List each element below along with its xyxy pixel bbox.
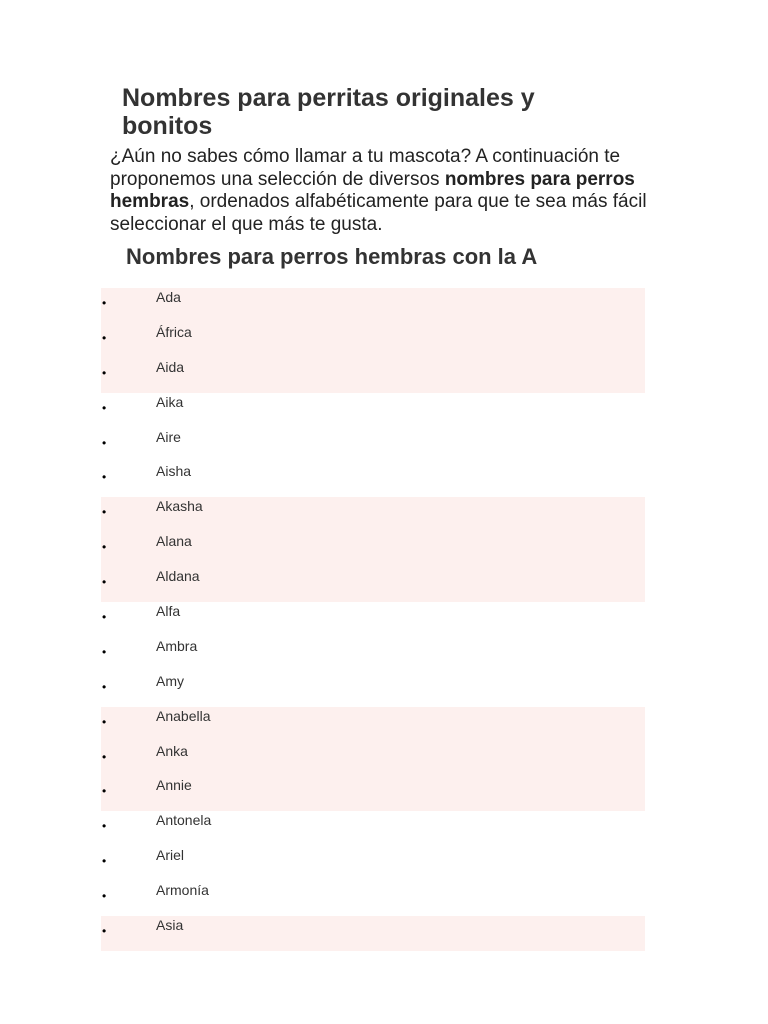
bullet-icon: • [102,854,107,869]
list-item [101,916,645,951]
list-item-label: Ada [156,289,181,305]
bullet-icon: • [102,749,107,764]
list-item [101,881,645,916]
list-item [101,358,645,393]
bullet-icon: • [102,505,107,520]
list-item [101,637,645,672]
page-title: Nombres para perritas originales y bonitos [122,84,535,140]
bullet-icon: • [102,435,107,450]
name-list [101,288,645,951]
list-item-label: Akasha [156,498,203,515]
bullet-icon: • [102,296,107,310]
section-heading: Nombres para perros hembras con la A [126,244,538,269]
list-item [101,462,645,497]
list-item-label: Ariel [156,847,185,864]
list-item-label: Aire [156,428,181,445]
bullet-icon: • [102,714,107,729]
list-item-label: Aika [156,393,184,410]
list-item [101,672,645,707]
list-item [101,776,645,811]
list-item-label: Armonía [156,882,209,899]
list-item-label: Antonela [156,812,212,829]
list-item [101,846,645,881]
list-item-label: Ambra [156,637,198,654]
intro-bold-text: nombres para perros hembras [110,168,635,212]
list-item [101,393,645,428]
list-item [101,707,645,742]
bullet-icon: • [102,365,107,380]
list-item [101,323,645,358]
list-item [101,811,645,846]
bullet-icon: • [102,610,107,625]
list-item-label: África [156,323,192,340]
list-item [101,567,645,602]
intro-text-end: , ordenados alfabéticamente para que te sea más fácil seleccionar el que más te gusta. [110,191,647,235]
bullet-icon: • [102,330,107,345]
list-item-label: Alana [156,533,192,550]
list-item-label: Annie [156,777,192,794]
bullet-icon: • [102,679,107,694]
bullet-icon: • [102,644,107,659]
bullet-icon: • [102,540,107,555]
intro-paragraph [110,146,655,236]
list-item [101,602,645,637]
bullet-icon: • [102,784,107,799]
list-item [101,428,645,463]
list-item [101,742,645,777]
list-item-label: Amy [156,672,184,689]
list-item-label: Anabella [156,707,211,724]
bullet-icon: • [102,924,107,939]
list-item-label: Alfa [156,603,181,620]
list-item-label: Aisha [156,463,192,480]
list-item [101,288,645,323]
list-item [101,532,645,567]
bullet-icon: • [102,575,107,590]
bullet-icon: • [102,400,107,415]
list-item-label: Aldana [156,568,200,585]
bullet-icon: • [102,819,107,834]
bullet-icon: • [102,470,107,485]
list-item-label: Aida [156,358,185,375]
intro-text-start: ¿Aún no sabes cómo llamar a tu mascota? A continuación te proponemos una selección de diversos [110,146,621,190]
list-item-label: Asia [156,917,184,934]
list-item-label: Anka [156,742,188,759]
bullet-icon: • [102,889,107,904]
list-item [101,497,645,532]
